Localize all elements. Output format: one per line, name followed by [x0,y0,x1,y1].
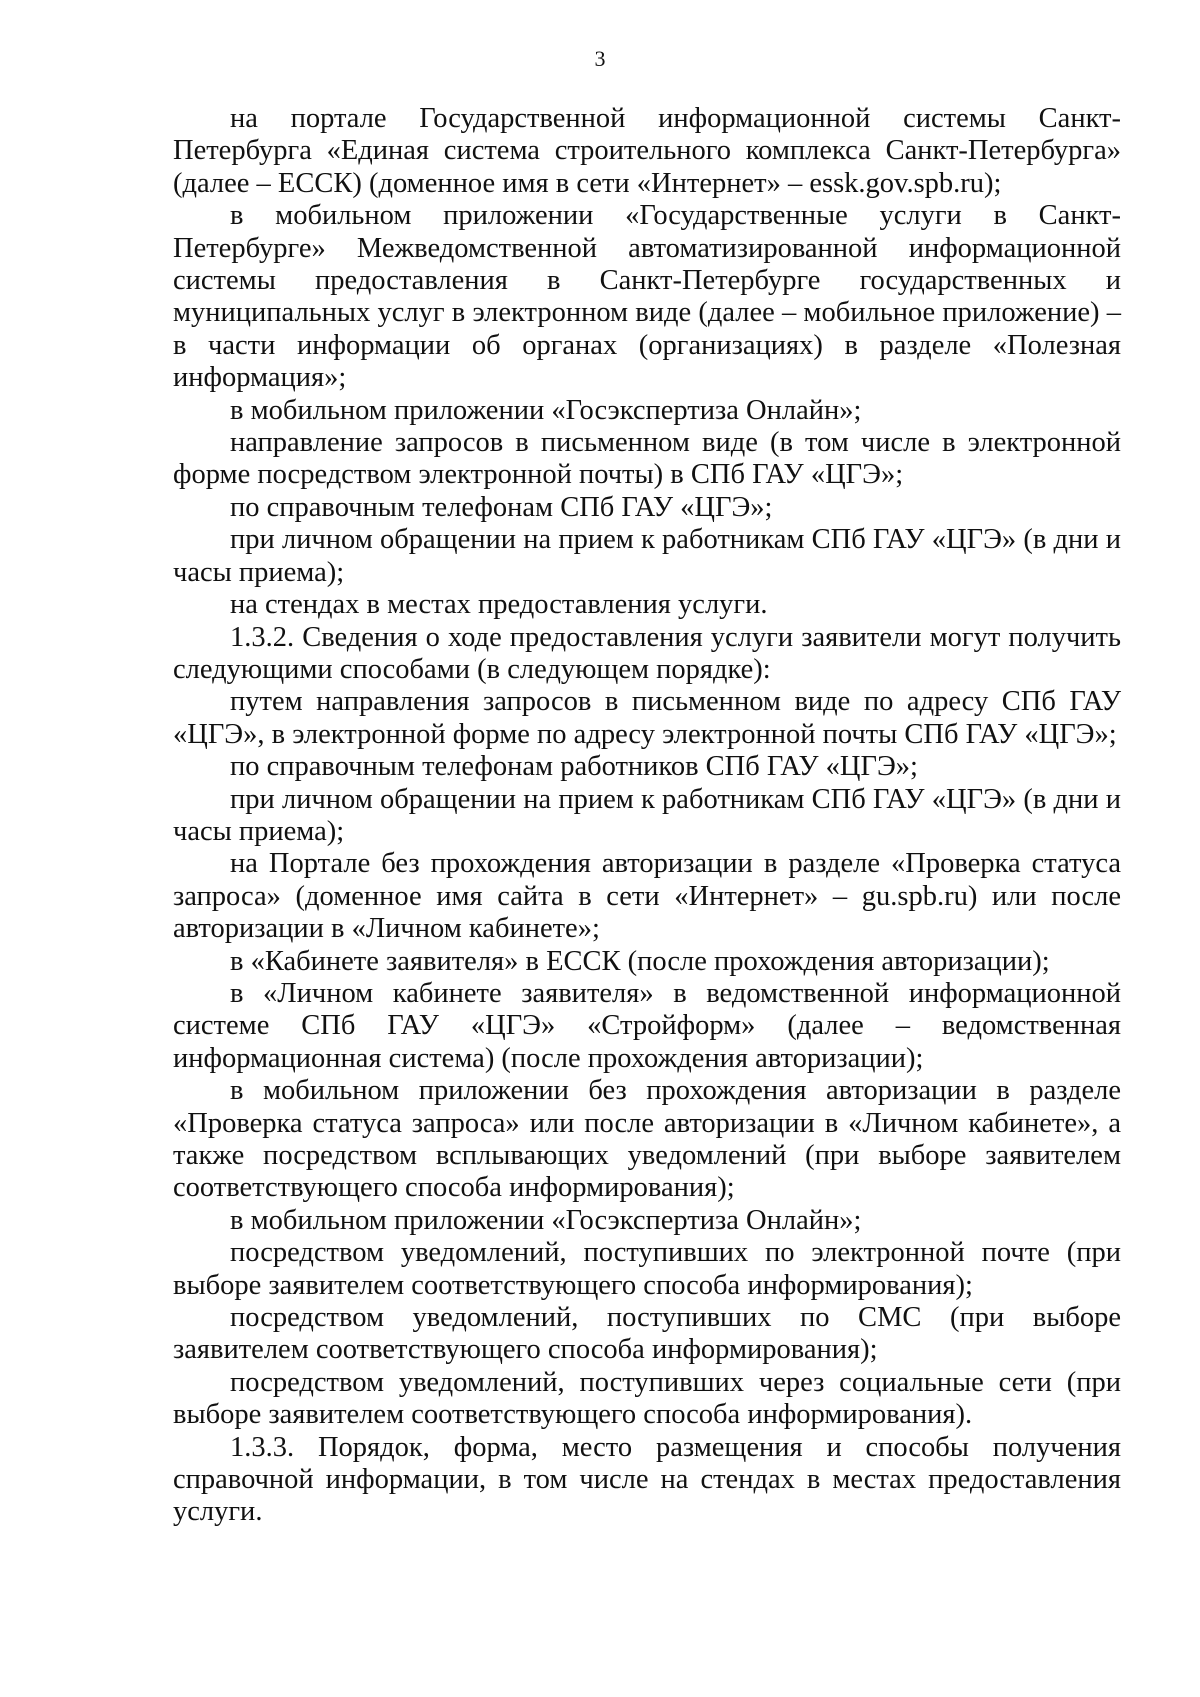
paragraph-status-portal: на Портале без прохождения авторизации в разделе «Проверка статуса запроса» (доменное имя сайта в сети «Интернет» – gu.spb.ru) или после авторизации в «Личном кабинете»; [173,848,1121,945]
paragraph-status-sms: посредством уведомлений, поступивших по СМС (при выборе заявителем соответствующего способа информирования); [173,1302,1121,1366]
paragraph-status-essk-cabinet: в «Кабинете заявителя» в ЕССК (после прохождения авторизации); [230,945,1050,977]
paragraph-status-personal-visit: при личном обращении на прием к работникам СПб ГАУ «ЦГЭ» (в дни и часы приема); [173,783,1121,847]
paragraph-status-gosekspertiza: в мобильном приложении «Госэкспертиза Онлайн»; [230,1204,862,1236]
paragraph-personal-visit: при личном обращении на прием к работникам СПб ГАУ «ЦГЭ» (в дни и часы приема); [173,524,1121,588]
paragraph-status-email: посредством уведомлений, поступивших по электронной почте (при выборе заявителем соответствующего способа информирования); [173,1237,1121,1301]
paragraph-written-requests: направление запросов в письменном виде (в том числе в электронной форме посредством электронной почты) в СПб ГАУ «ЦГЭ»; [173,427,1121,491]
paragraph-status-stroyform: в «Личном кабинете заявителя» в ведомственной информационной системе СПб ГАУ «ЦГЭ» «Стройформ» (далее – ведомственная информационная система) (после прохождения авторизации); [173,977,1121,1074]
paragraph-status-social: посредством уведомлений, поступивших через социальные сети (при выборе заявителем соответствующего способа информирования). [173,1366,1121,1431]
paragraph-mobile-app-gosekspertiza: в мобильном приложении «Госэкспертиза Онлайн»; [230,394,862,426]
page-number: 3 [594,46,606,71]
paragraph-mobile-app-gosuslugi: в мобильном приложении «Государственные услуги в Санкт-Петербурге» Межведомственной автоматизированной информационной системы предоставления в Санкт-Петербурге государственных и муниципальных услуг в электронном виде (далее – мобильное приложение) – в части информации об органах (организациях) в разделе «Полезная информация»; [173,200,1121,394]
paragraph-section-1-3-2: 1.3.2. Сведения о ходе предоставления услуги заявители могут получить следующими способами (в следующем порядке): [173,621,1121,685]
paragraph-section-1-3-3: 1.3.3. Порядок, форма, место размещения и способы получения справочной информации, в том числе на стендах в местах предоставления услуги. [173,1431,1121,1528]
document-body [173,103,1121,1529]
paragraph-stands: на стендах в местах предоставления услуги. [230,589,768,621]
paragraph-status-mobile-app: в мобильном приложении без прохождения авторизации в разделе «Проверка статуса запроса» или после авторизации в «Личном кабинете», а также посредством всплывающих уведомлений (при выборе заявителем соответствующего способа информирования); [173,1075,1121,1204]
paragraph-status-written-requests: путем направления запросов в письменном виде по адресу СПб ГАУ «ЦГЭ», в электронной форме по адресу электронной почты СПб ГАУ «ЦГЭ»; [173,686,1121,750]
paragraph-status-phones: по справочным телефонам работников СПб ГАУ «ЦГЭ»; [230,751,918,783]
paragraph-phones: по справочным телефонам СПб ГАУ «ЦГЭ»; [230,491,773,523]
paragraph-essk-portal: на портале Государственной информационной системы Санкт-Петербурга «Единая система строительного комплекса Санкт-Петербурга» (далее – ЕССК) (доменное имя в сети «Интернет» – essk.gov.spb.ru); [173,103,1121,199]
